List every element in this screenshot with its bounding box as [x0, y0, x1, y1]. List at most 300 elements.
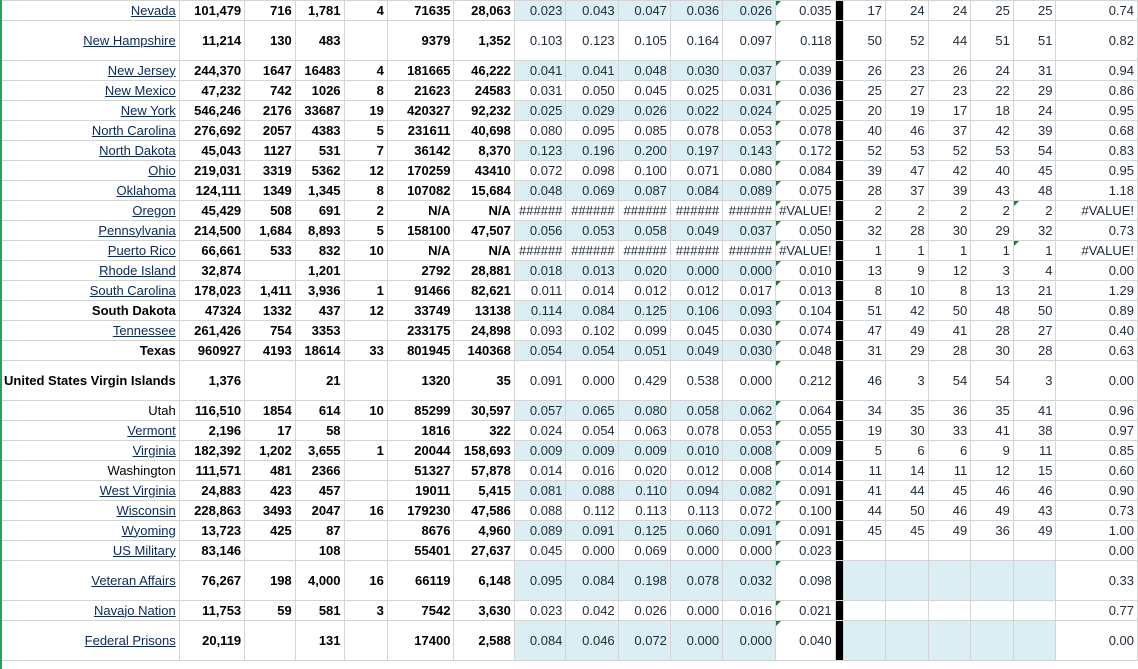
- value-col-e-cell[interactable]: 16: [344, 501, 387, 521]
- rate-1-cell[interactable]: 0.023: [514, 1, 566, 21]
- total-cases-cell[interactable]: 47,232: [179, 81, 244, 101]
- state-name[interactable]: New Hampshire: [83, 32, 176, 48]
- value-col-f-cell[interactable]: 181665: [387, 61, 454, 81]
- value-col-f-cell[interactable]: 71635: [387, 1, 454, 21]
- rank-5-cell[interactable]: [1013, 601, 1056, 621]
- rank-3-cell[interactable]: 30: [928, 221, 971, 241]
- rate-4-cell[interactable]: 0.060: [670, 521, 722, 541]
- deaths-cell[interactable]: 483: [295, 21, 344, 61]
- rate-average-cell[interactable]: 0.078: [776, 121, 836, 141]
- ratio-cell[interactable]: 0.90: [1056, 481, 1138, 501]
- value-col-g-cell[interactable]: 15,684: [454, 181, 514, 201]
- value-col-g-cell[interactable]: 8,370: [454, 141, 514, 161]
- deaths-cell[interactable]: 3,936: [295, 281, 344, 301]
- rank-5-cell[interactable]: 43: [1013, 501, 1056, 521]
- rank-1-cell[interactable]: 25: [844, 81, 886, 101]
- rank-3-cell[interactable]: 45: [928, 481, 971, 501]
- deaths-cell[interactable]: 1,345: [295, 181, 344, 201]
- rate-4-cell[interactable]: 0.000: [670, 541, 722, 561]
- value-col-g-cell[interactable]: 30,597: [454, 401, 514, 421]
- ratio-cell[interactable]: 0.77: [1056, 601, 1138, 621]
- state-name[interactable]: United States Virgin Islands: [4, 372, 176, 388]
- rate-3-cell[interactable]: 0.429: [618, 361, 670, 401]
- value-col-f-cell[interactable]: 107082: [387, 181, 454, 201]
- rank-2-cell[interactable]: [885, 621, 928, 661]
- total-cases-cell[interactable]: 546,246: [179, 101, 244, 121]
- rate-3-cell[interactable]: 0.105: [618, 21, 670, 61]
- total-cases-cell[interactable]: 261,426: [179, 321, 244, 341]
- rate-1-cell[interactable]: 0.114: [514, 301, 566, 321]
- rank-1-cell[interactable]: 19: [844, 421, 886, 441]
- value-col-g-cell[interactable]: 3,630: [454, 601, 514, 621]
- state-name[interactable]: Ohio: [148, 162, 176, 178]
- value-col-g-cell[interactable]: 28,063: [454, 1, 514, 21]
- deaths-cell[interactable]: 33687: [295, 101, 344, 121]
- state-name[interactable]: Wisconsin: [116, 502, 176, 518]
- value-col-c-cell[interactable]: 3319: [245, 161, 296, 181]
- value-col-g-cell[interactable]: 35: [454, 361, 514, 401]
- value-col-e-cell[interactable]: 8: [344, 81, 387, 101]
- rate-average-cell[interactable]: 0.064: [776, 401, 836, 421]
- rate-5-cell[interactable]: 0.053: [723, 121, 776, 141]
- rank-1-cell[interactable]: 52: [844, 141, 886, 161]
- rate-5-cell[interactable]: 0.037: [723, 61, 776, 81]
- value-col-f-cell[interactable]: 7542: [387, 601, 454, 621]
- rate-3-cell[interactable]: 0.051: [618, 341, 670, 361]
- rank-4-cell[interactable]: 28: [971, 321, 1014, 341]
- value-col-e-cell[interactable]: [344, 461, 387, 481]
- value-col-g-cell[interactable]: 27,637: [454, 541, 514, 561]
- state-name-cell[interactable]: [1, 161, 180, 181]
- value-col-f-cell[interactable]: 420327: [387, 101, 454, 121]
- rank-4-cell[interactable]: 54: [971, 361, 1014, 401]
- state-name[interactable]: Texas: [139, 342, 176, 358]
- rate-2-cell[interactable]: 0.123: [566, 21, 618, 61]
- rate-4-cell[interactable]: 0.045: [670, 321, 722, 341]
- rate-2-cell[interactable]: 0.069: [566, 181, 618, 201]
- rank-5-cell[interactable]: 4: [1013, 261, 1056, 281]
- rank-2-cell[interactable]: 50: [885, 501, 928, 521]
- rate-5-cell[interactable]: 0.031: [723, 81, 776, 101]
- rank-4-cell[interactable]: 43: [971, 181, 1014, 201]
- rank-1-cell[interactable]: [844, 541, 886, 561]
- state-name-cell[interactable]: [1, 341, 180, 361]
- rate-3-cell[interactable]: 0.100: [618, 161, 670, 181]
- rate-4-cell[interactable]: 0.030: [670, 61, 722, 81]
- rate-1-cell[interactable]: 0.048: [514, 181, 566, 201]
- rate-3-cell[interactable]: 0.045: [618, 81, 670, 101]
- rate-4-cell[interactable]: 0.538: [670, 361, 722, 401]
- rate-2-cell[interactable]: 0.000: [566, 361, 618, 401]
- state-name[interactable]: South Dakota: [91, 302, 176, 318]
- rate-4-cell[interactable]: 0.049: [670, 341, 722, 361]
- ratio-cell[interactable]: 0.00: [1056, 361, 1138, 401]
- rate-average-cell[interactable]: 0.035: [776, 1, 836, 21]
- rate-5-cell[interactable]: 0.072: [723, 501, 776, 521]
- rate-5-cell[interactable]: 0.032: [723, 561, 776, 601]
- rank-2-cell[interactable]: 23: [885, 61, 928, 81]
- rank-2-cell[interactable]: 2: [885, 201, 928, 221]
- value-col-f-cell[interactable]: 1320: [387, 361, 454, 401]
- value-col-e-cell[interactable]: [344, 421, 387, 441]
- rank-3-cell[interactable]: 12: [928, 261, 971, 281]
- state-name[interactable]: US Military: [112, 542, 176, 558]
- rank-5-cell[interactable]: 25: [1013, 1, 1056, 21]
- deaths-cell[interactable]: 16483: [295, 61, 344, 81]
- rate-3-cell[interactable]: 0.125: [618, 521, 670, 541]
- state-name-cell[interactable]: [1, 121, 180, 141]
- value-col-c-cell[interactable]: 423: [245, 481, 296, 501]
- state-name-cell[interactable]: [1, 441, 180, 461]
- rank-3-cell[interactable]: 41: [928, 321, 971, 341]
- value-col-e-cell[interactable]: [344, 361, 387, 401]
- state-name[interactable]: Nevada: [130, 2, 176, 18]
- rate-4-cell[interactable]: 0.094: [670, 481, 722, 501]
- value-col-e-cell[interactable]: [344, 541, 387, 561]
- state-name-cell[interactable]: [1, 321, 180, 341]
- ratio-cell[interactable]: 0.96: [1056, 401, 1138, 421]
- rate-1-cell[interactable]: ######: [514, 201, 566, 221]
- rate-3-cell[interactable]: 0.012: [618, 281, 670, 301]
- value-col-c-cell[interactable]: 754: [245, 321, 296, 341]
- rank-4-cell[interactable]: 53: [971, 141, 1014, 161]
- state-name[interactable]: Pennsylvania: [98, 222, 176, 238]
- value-col-g-cell[interactable]: 57,878: [454, 461, 514, 481]
- rate-2-cell[interactable]: 0.091: [566, 521, 618, 541]
- rank-4-cell[interactable]: 29: [971, 221, 1014, 241]
- state-name-cell[interactable]: [1, 141, 180, 161]
- rank-3-cell[interactable]: 2: [928, 201, 971, 221]
- rank-1-cell[interactable]: 26: [844, 61, 886, 81]
- value-col-g-cell[interactable]: 24583: [454, 81, 514, 101]
- value-col-g-cell[interactable]: 43410: [454, 161, 514, 181]
- rate-5-cell[interactable]: 0.030: [723, 321, 776, 341]
- rate-2-cell[interactable]: 0.016: [566, 461, 618, 481]
- rank-5-cell[interactable]: 11: [1013, 441, 1056, 461]
- value-col-g-cell[interactable]: 140368: [454, 341, 514, 361]
- value-col-g-cell[interactable]: 5,415: [454, 481, 514, 501]
- state-name-cell[interactable]: [1, 21, 180, 61]
- value-col-c-cell[interactable]: 1349: [245, 181, 296, 201]
- rank-4-cell[interactable]: [971, 621, 1014, 661]
- rank-1-cell[interactable]: 50: [844, 21, 886, 61]
- rank-1-cell[interactable]: 31: [844, 341, 886, 361]
- rate-2-cell[interactable]: 0.053: [566, 221, 618, 241]
- deaths-cell[interactable]: 131: [295, 621, 344, 661]
- rate-4-cell[interactable]: 0.106: [670, 301, 722, 321]
- rate-4-cell[interactable]: 0.012: [670, 281, 722, 301]
- total-cases-cell[interactable]: 45,429: [179, 201, 244, 221]
- total-cases-cell[interactable]: 276,692: [179, 121, 244, 141]
- value-col-f-cell[interactable]: 9379: [387, 21, 454, 61]
- rank-3-cell[interactable]: [928, 561, 971, 601]
- value-col-f-cell[interactable]: 21623: [387, 81, 454, 101]
- ratio-cell[interactable]: 0.33: [1056, 561, 1138, 601]
- value-col-g-cell[interactable]: N/A: [454, 201, 514, 221]
- value-col-c-cell[interactable]: 198: [245, 561, 296, 601]
- total-cases-cell[interactable]: 20,119: [179, 621, 244, 661]
- value-col-f-cell[interactable]: 19011: [387, 481, 454, 501]
- value-col-c-cell[interactable]: [245, 541, 296, 561]
- rank-1-cell[interactable]: 13: [844, 261, 886, 281]
- rank-2-cell[interactable]: 44: [885, 481, 928, 501]
- rank-5-cell[interactable]: 49: [1013, 521, 1056, 541]
- rank-3-cell[interactable]: 49: [928, 521, 971, 541]
- rank-3-cell[interactable]: 23: [928, 81, 971, 101]
- rate-4-cell[interactable]: 0.010: [670, 441, 722, 461]
- rank-4-cell[interactable]: 18: [971, 101, 1014, 121]
- value-col-e-cell[interactable]: [344, 321, 387, 341]
- rank-2-cell[interactable]: 37: [885, 181, 928, 201]
- rate-average-cell[interactable]: 0.100: [776, 501, 836, 521]
- rank-5-cell[interactable]: 2: [1013, 201, 1056, 221]
- rate-1-cell[interactable]: 0.031: [514, 81, 566, 101]
- rate-5-cell[interactable]: 0.016: [723, 601, 776, 621]
- rate-4-cell[interactable]: 0.000: [670, 601, 722, 621]
- rate-1-cell[interactable]: 0.123: [514, 141, 566, 161]
- rank-5-cell[interactable]: 27: [1013, 321, 1056, 341]
- rank-5-cell[interactable]: 24: [1013, 101, 1056, 121]
- value-col-f-cell[interactable]: 2792: [387, 261, 454, 281]
- ratio-cell[interactable]: 0.73: [1056, 221, 1138, 241]
- state-name[interactable]: Oregon: [132, 202, 176, 218]
- total-cases-cell[interactable]: 116,510: [179, 401, 244, 421]
- state-name-cell[interactable]: [1, 61, 180, 81]
- rate-1-cell[interactable]: 0.009: [514, 441, 566, 461]
- value-col-f-cell[interactable]: 158100: [387, 221, 454, 241]
- value-col-e-cell[interactable]: 4: [344, 1, 387, 21]
- value-col-c-cell[interactable]: 1,684: [245, 221, 296, 241]
- rank-1-cell[interactable]: 11: [844, 461, 886, 481]
- rate-average-cell[interactable]: #VALUE!: [776, 201, 836, 221]
- rank-3-cell[interactable]: [928, 601, 971, 621]
- rate-1-cell[interactable]: ######: [514, 241, 566, 261]
- value-col-c-cell[interactable]: 508: [245, 201, 296, 221]
- rate-2-cell[interactable]: 0.065: [566, 401, 618, 421]
- value-col-c-cell[interactable]: 481: [245, 461, 296, 481]
- value-col-e-cell[interactable]: 12: [344, 301, 387, 321]
- rank-2-cell[interactable]: 46: [885, 121, 928, 141]
- rate-average-cell[interactable]: 0.091: [776, 481, 836, 501]
- ratio-cell[interactable]: 0.00: [1056, 541, 1138, 561]
- value-col-f-cell[interactable]: 170259: [387, 161, 454, 181]
- value-col-e-cell[interactable]: 4: [344, 61, 387, 81]
- total-cases-cell[interactable]: 24,883: [179, 481, 244, 501]
- rate-1-cell[interactable]: 0.091: [514, 361, 566, 401]
- rank-2-cell[interactable]: 30: [885, 421, 928, 441]
- rank-3-cell[interactable]: 24: [928, 1, 971, 21]
- deaths-cell[interactable]: 3,655: [295, 441, 344, 461]
- total-cases-cell[interactable]: 219,031: [179, 161, 244, 181]
- rate-3-cell[interactable]: 0.069: [618, 541, 670, 561]
- rank-2-cell[interactable]: 3: [885, 361, 928, 401]
- rate-average-cell[interactable]: 0.039: [776, 61, 836, 81]
- state-name[interactable]: Tennessee: [112, 322, 176, 338]
- value-col-g-cell[interactable]: 40,698: [454, 121, 514, 141]
- state-name[interactable]: North Dakota: [99, 142, 176, 158]
- rate-3-cell[interactable]: 0.198: [618, 561, 670, 601]
- rate-3-cell[interactable]: 0.113: [618, 501, 670, 521]
- rank-1-cell[interactable]: 5: [844, 441, 886, 461]
- ratio-cell[interactable]: 0.60: [1056, 461, 1138, 481]
- rate-4-cell[interactable]: 0.058: [670, 401, 722, 421]
- rank-4-cell[interactable]: [971, 561, 1014, 601]
- rate-4-cell[interactable]: 0.113: [670, 501, 722, 521]
- deaths-cell[interactable]: 4383: [295, 121, 344, 141]
- rank-5-cell[interactable]: [1013, 541, 1056, 561]
- rate-2-cell[interactable]: 0.088: [566, 481, 618, 501]
- rate-2-cell[interactable]: 0.042: [566, 601, 618, 621]
- rank-3-cell[interactable]: 8: [928, 281, 971, 301]
- ratio-cell[interactable]: 0.85: [1056, 441, 1138, 461]
- rank-5-cell[interactable]: 28: [1013, 341, 1056, 361]
- state-name-cell[interactable]: [1, 281, 180, 301]
- rate-average-cell[interactable]: 0.084: [776, 161, 836, 181]
- rank-2-cell[interactable]: 1: [885, 241, 928, 261]
- rate-average-cell[interactable]: 0.048: [776, 341, 836, 361]
- rate-5-cell[interactable]: 0.030: [723, 341, 776, 361]
- total-cases-cell[interactable]: 214,500: [179, 221, 244, 241]
- total-cases-cell[interactable]: 228,863: [179, 501, 244, 521]
- value-col-c-cell[interactable]: 3493: [245, 501, 296, 521]
- total-cases-cell[interactable]: 124,111: [179, 181, 244, 201]
- rate-1-cell[interactable]: 0.088: [514, 501, 566, 521]
- rate-2-cell[interactable]: 0.000: [566, 541, 618, 561]
- rate-5-cell[interactable]: 0.082: [723, 481, 776, 501]
- rank-5-cell[interactable]: 54: [1013, 141, 1056, 161]
- rate-3-cell[interactable]: 0.026: [618, 101, 670, 121]
- value-col-c-cell[interactable]: 742: [245, 81, 296, 101]
- value-col-c-cell[interactable]: [245, 621, 296, 661]
- rate-1-cell[interactable]: 0.054: [514, 341, 566, 361]
- value-col-e-cell[interactable]: 2: [344, 201, 387, 221]
- rate-1-cell[interactable]: 0.025: [514, 101, 566, 121]
- value-col-g-cell[interactable]: 47,507: [454, 221, 514, 241]
- rank-3-cell[interactable]: 39: [928, 181, 971, 201]
- rate-5-cell[interactable]: 0.017: [723, 281, 776, 301]
- ratio-cell[interactable]: 1.18: [1056, 181, 1138, 201]
- rank-4-cell[interactable]: 46: [971, 481, 1014, 501]
- rank-1-cell[interactable]: [844, 561, 886, 601]
- rank-3-cell[interactable]: 42: [928, 161, 971, 181]
- rate-2-cell[interactable]: 0.084: [566, 561, 618, 601]
- value-col-e-cell[interactable]: 5: [344, 121, 387, 141]
- rate-average-cell[interactable]: 0.050: [776, 221, 836, 241]
- rate-average-cell[interactable]: 0.074: [776, 321, 836, 341]
- state-name-cell[interactable]: [1, 621, 180, 661]
- rank-5-cell[interactable]: 39: [1013, 121, 1056, 141]
- value-col-f-cell[interactable]: 179230: [387, 501, 454, 521]
- value-col-c-cell[interactable]: 2057: [245, 121, 296, 141]
- ratio-cell[interactable]: 0.95: [1056, 161, 1138, 181]
- rank-2-cell[interactable]: 14: [885, 461, 928, 481]
- state-name-cell[interactable]: [1, 521, 180, 541]
- rate-4-cell[interactable]: 0.084: [670, 181, 722, 201]
- rank-3-cell[interactable]: 37: [928, 121, 971, 141]
- rate-5-cell[interactable]: 0.089: [723, 181, 776, 201]
- total-cases-cell[interactable]: 1,376: [179, 361, 244, 401]
- value-col-f-cell[interactable]: 231611: [387, 121, 454, 141]
- total-cases-cell[interactable]: 182,392: [179, 441, 244, 461]
- rate-average-cell[interactable]: 0.172: [776, 141, 836, 161]
- rate-5-cell[interactable]: ######: [723, 201, 776, 221]
- rank-4-cell[interactable]: [971, 601, 1014, 621]
- rank-4-cell[interactable]: 35: [971, 401, 1014, 421]
- total-cases-cell[interactable]: 11,214: [179, 21, 244, 61]
- state-name-cell[interactable]: [1, 461, 180, 481]
- rank-3-cell[interactable]: 52: [928, 141, 971, 161]
- rank-4-cell[interactable]: 36: [971, 521, 1014, 541]
- rank-3-cell[interactable]: 6: [928, 441, 971, 461]
- state-name-cell[interactable]: [1, 601, 180, 621]
- rank-1-cell[interactable]: 34: [844, 401, 886, 421]
- rate-average-cell[interactable]: 0.040: [776, 621, 836, 661]
- rank-2-cell[interactable]: 52: [885, 21, 928, 61]
- value-col-g-cell[interactable]: 24,898: [454, 321, 514, 341]
- rank-4-cell[interactable]: 1: [971, 241, 1014, 261]
- rate-2-cell[interactable]: 0.029: [566, 101, 618, 121]
- rate-4-cell[interactable]: 0.078: [670, 421, 722, 441]
- rate-average-cell[interactable]: 0.021: [776, 601, 836, 621]
- rate-average-cell[interactable]: 0.014: [776, 461, 836, 481]
- rank-3-cell[interactable]: 36: [928, 401, 971, 421]
- rank-4-cell[interactable]: 2: [971, 201, 1014, 221]
- rank-3-cell[interactable]: 46: [928, 501, 971, 521]
- ratio-cell[interactable]: 0.40: [1056, 321, 1138, 341]
- value-col-f-cell[interactable]: 33749: [387, 301, 454, 321]
- rank-1-cell[interactable]: 45: [844, 521, 886, 541]
- rate-4-cell[interactable]: ######: [670, 241, 722, 261]
- value-col-f-cell[interactable]: 233175: [387, 321, 454, 341]
- state-name[interactable]: South Carolina: [89, 282, 176, 298]
- rate-5-cell[interactable]: 0.091: [723, 521, 776, 541]
- state-name[interactable]: Puerto Rico: [107, 242, 176, 258]
- value-col-c-cell[interactable]: 1647: [245, 61, 296, 81]
- ratio-cell[interactable]: 0.73: [1056, 501, 1138, 521]
- rate-1-cell[interactable]: 0.045: [514, 541, 566, 561]
- rank-1-cell[interactable]: 1: [844, 241, 886, 261]
- rank-1-cell[interactable]: 47: [844, 321, 886, 341]
- total-cases-cell[interactable]: 2,196: [179, 421, 244, 441]
- value-col-e-cell[interactable]: 8: [344, 181, 387, 201]
- rate-2-cell[interactable]: 0.054: [566, 341, 618, 361]
- ratio-cell[interactable]: 0.97: [1056, 421, 1138, 441]
- deaths-cell[interactable]: 1,781: [295, 1, 344, 21]
- rank-3-cell[interactable]: 28: [928, 341, 971, 361]
- value-col-e-cell[interactable]: 7: [344, 141, 387, 161]
- value-col-g-cell[interactable]: 92,232: [454, 101, 514, 121]
- state-name[interactable]: New Mexico: [104, 82, 176, 98]
- rate-4-cell[interactable]: 0.012: [670, 461, 722, 481]
- rank-5-cell[interactable]: 50: [1013, 301, 1056, 321]
- total-cases-cell[interactable]: 47324: [179, 301, 244, 321]
- deaths-cell[interactable]: 614: [295, 401, 344, 421]
- value-col-e-cell[interactable]: 16: [344, 561, 387, 601]
- rate-average-cell[interactable]: 0.055: [776, 421, 836, 441]
- rate-5-cell[interactable]: 0.000: [723, 541, 776, 561]
- rate-3-cell[interactable]: 0.200: [618, 141, 670, 161]
- rate-1-cell[interactable]: 0.089: [514, 521, 566, 541]
- total-cases-cell[interactable]: 83,146: [179, 541, 244, 561]
- value-col-f-cell[interactable]: 1816: [387, 421, 454, 441]
- deaths-cell[interactable]: 581: [295, 601, 344, 621]
- rank-4-cell[interactable]: 51: [971, 21, 1014, 61]
- rank-3-cell[interactable]: 50: [928, 301, 971, 321]
- ratio-cell[interactable]: 0.95: [1056, 101, 1138, 121]
- ratio-cell[interactable]: 0.89: [1056, 301, 1138, 321]
- rate-average-cell[interactable]: 0.091: [776, 521, 836, 541]
- ratio-cell[interactable]: 0.68: [1056, 121, 1138, 141]
